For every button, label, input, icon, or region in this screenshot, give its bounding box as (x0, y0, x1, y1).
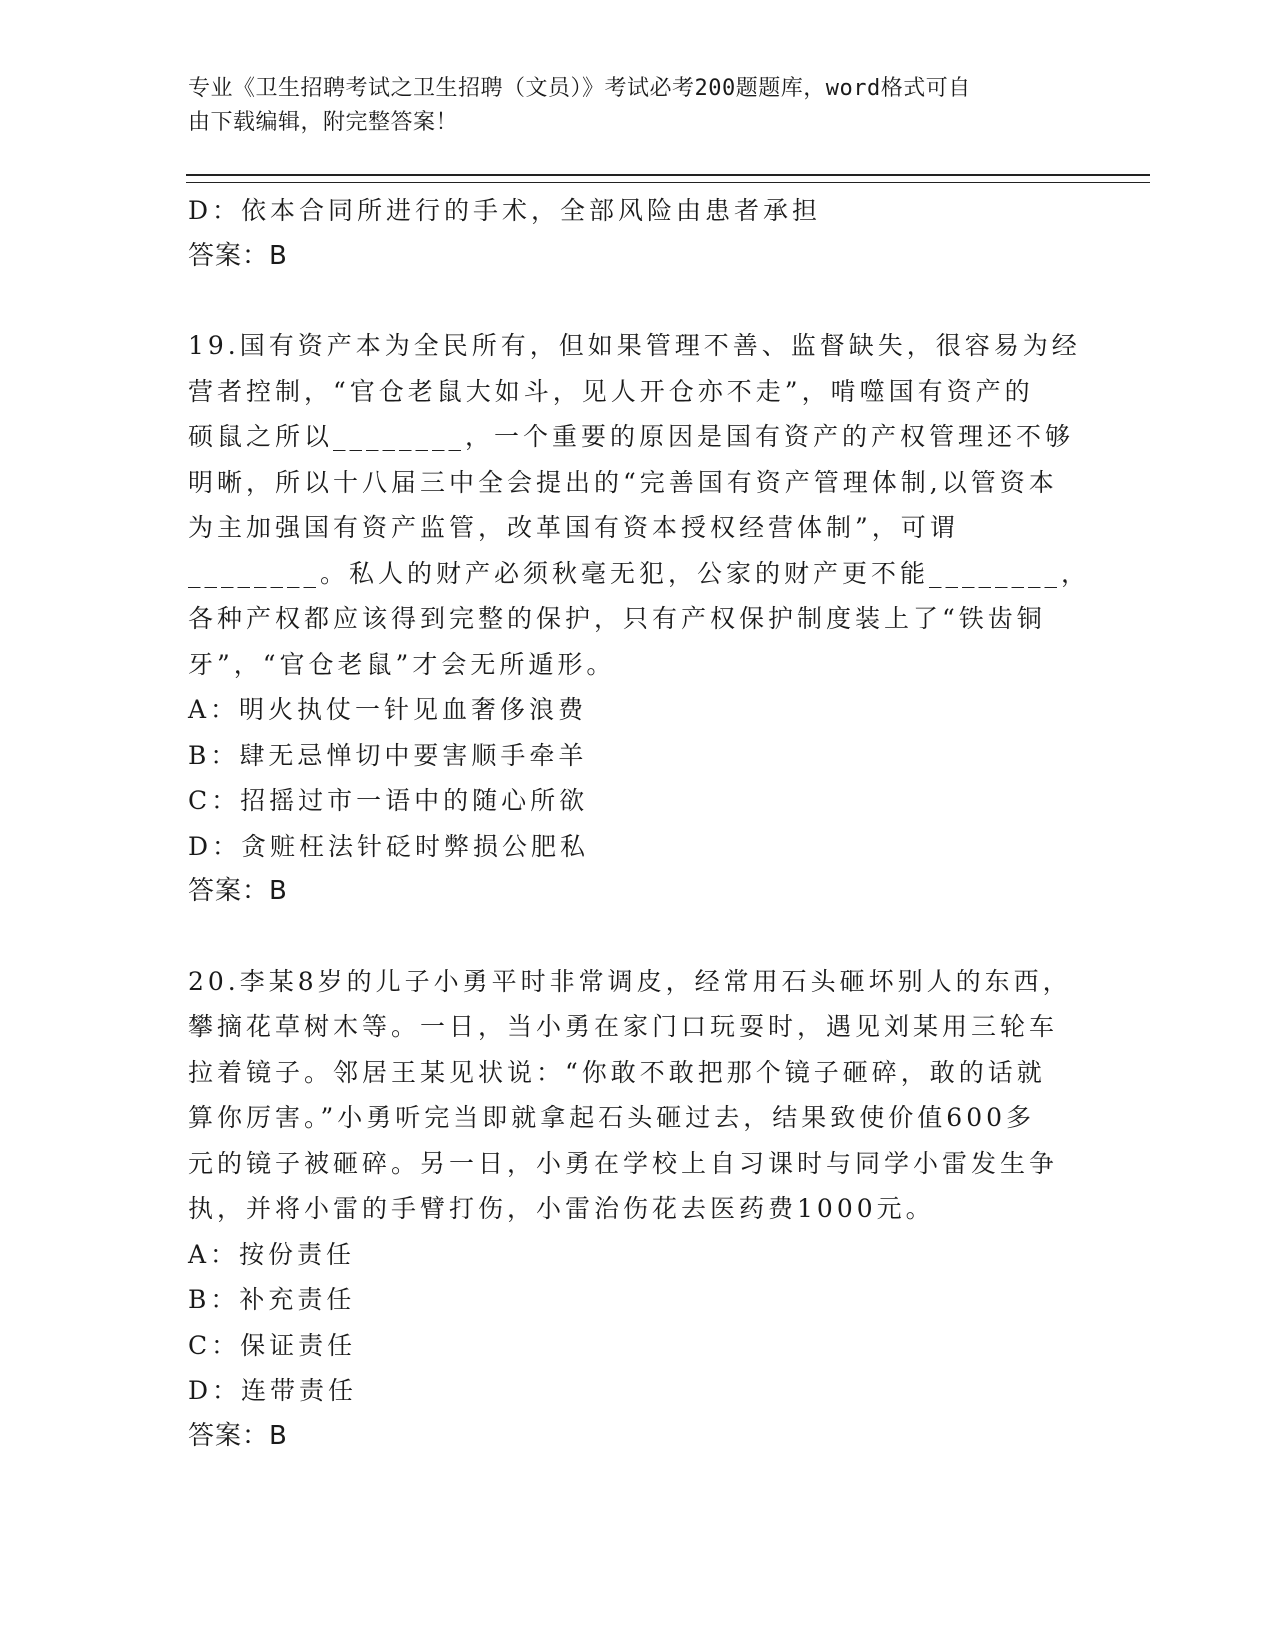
option-b: B：补充责任 (188, 1285, 356, 1314)
question-stem-line: ________。私人的财产必须秋毫无犯，公家的财产更不能________， (188, 558, 1091, 588)
document-body (188, 188, 1108, 1459)
option-d: D：依本合同所进行的手术，全部风险由患者承担 (188, 196, 822, 225)
option-c: C：招摇过市一语中的随心所欲 (188, 786, 589, 815)
answer-line: 答案：B (188, 1420, 288, 1451)
option-a: A：明火执仗一针见血奢侈浪费 (188, 695, 588, 724)
option-a: A：按份责任 (188, 1239, 356, 1269)
question-stem-line: 硕鼠之所以________，一个重要的原因是国有资产的产权管理还不够 (188, 422, 1075, 451)
option-d: D：连带责任 (188, 1376, 358, 1405)
question-stem-line: 元的镜子被砸碎。另一日，小勇在学校上自习课时与同学小雷发生争 (188, 1148, 1059, 1178)
question-stem-line: 营者控制，“官仓老鼠大如斗，见人开仓亦不走”，啃噬国有资产的 (188, 376, 1034, 406)
document-header (188, 72, 1068, 140)
option-b: B：肆无忌惮切中要害顺手牵羊 (188, 740, 588, 770)
question-stem-line: 20.李某8岁的儿子小勇平时非常调皮，经常用石头砸坏别人的东西， (188, 966, 1072, 996)
answer-line: 答案：B (188, 240, 288, 271)
option-d: D：贪赃枉法针砭时弊损公肥私 (188, 831, 590, 861)
option-c: C：保证责任 (188, 1330, 357, 1360)
question-stem-line: 牙”，“官仓老鼠”才会无所遁形。 (188, 649, 616, 679)
question-stem-line: 算你厉害。”小勇听完当即就拿起石头砸过去，结果致使价值600多 (188, 1103, 1036, 1132)
prev-question-tail (188, 188, 1108, 279)
question-stem-line: 各种产权都应该得到完整的保护，只有产权保护制度装上了“铁齿铜 (188, 604, 1046, 633)
header-divider (186, 174, 1150, 183)
header-line-1: 专业《卫生招聘考试之卫生招聘（文员）》考试必考200题题库，word格式可自 (188, 76, 971, 101)
header-line-2: 由下载编辑，附完整答案！ (188, 110, 459, 135)
question-20 (188, 959, 1108, 1460)
question-19 (188, 323, 1108, 915)
question-stem-line: 19.国有资产本为全民所有，但如果管理不善、监督缺失，很容易为经 (188, 331, 1081, 360)
question-stem-line: 执，并将小雷的手臂打伤，小雷治伤花去医药费1000元。 (188, 1194, 935, 1223)
question-stem-line: 攀摘花草树木等。一日，当小勇在家门口玩耍时，遇见刘某用三轮车 (188, 1012, 1059, 1041)
answer-line: 答案：B (188, 876, 288, 906)
question-stem-line: 明晰，所以十八届三中全会提出的“完善国有资产管理体制,以管资本 (188, 467, 1058, 497)
question-stem-line: 为主加强国有资产监管，改革国有资本授权经营体制”，可谓 (188, 513, 959, 542)
question-stem-line: 拉着镜子。邻居王某见状说：“你敢不敢把那个镜子砸碎，敢的话就 (188, 1057, 1046, 1087)
